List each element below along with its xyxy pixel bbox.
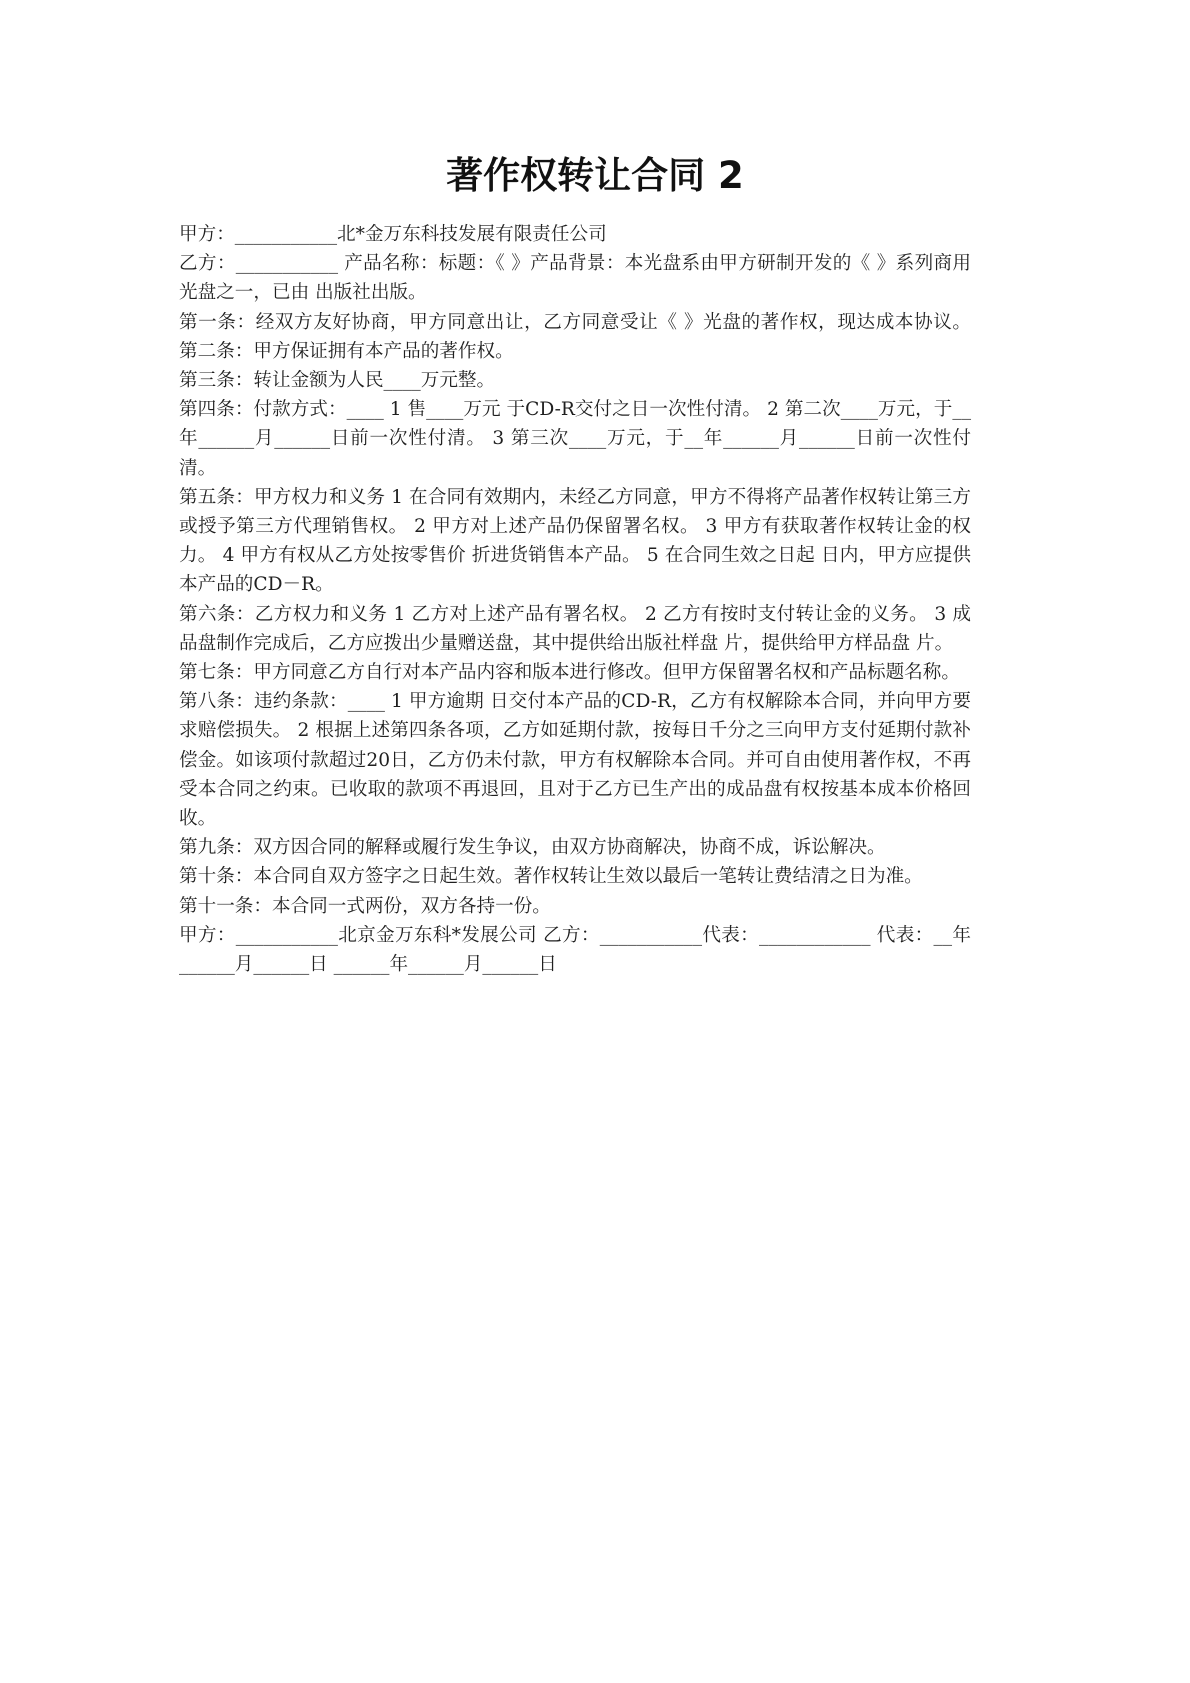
document-title: 著作权转让合同 2 [446, 154, 744, 197]
article-8: 第八条：违约条款：____ 1 甲方逾期 日交付本产品的CD-R，乙方有权解除本合同，并向甲方要求赔偿损失。 2 根据上述第四条各项，乙方如延期付款，按每日千分之三向甲方支付延期付款补偿金。如该项付款超过20日，乙方仍未付款，甲方有权解除本合同。并可自由使用著作权，不再受本合同之约束。已收取的款项不再退回，且对于乙方已生产出的成品盘有权按基本成本价格回收。 [179, 691, 971, 830]
article-4: 第四条：付款方式：____ 1 售____万元 于CD-R交付之日一次性付清。 2 第二次____万元，于__年______月______日前一次性付清。 3 第三次____万元，于__年______月______日前一次性付清。 [179, 399, 971, 479]
article-11: 第十一条：本合同一式两份，双方各持一份。 [179, 895, 551, 917]
signature-block: 甲方：___________北京金万东科*发展公司 乙方：___________代表：____________ 代表：__年______月______日 ______年______月______日 [179, 924, 971, 976]
article-10: 第十条：本合同自双方签字之日起生效。著作权转让生效以最后一笔转让费结清之日为准。 [179, 866, 923, 888]
party-a-line: 甲方：___________北*金万东科技发展有限责任公司 [179, 224, 607, 245]
article-6: 第六条：乙方权力和义务 1 乙方对上述产品有署名权。 2 乙方有按时支付转让金的义务。 3 成品盘制作完成后，乙方应拨出少量赠送盘，其中提供给出版社样盘 片，提供给甲方样品盘 片。 [179, 603, 971, 654]
document-body [179, 220, 977, 979]
article-1-2: 第一条：经双方友好协商，甲方同意出让，乙方同意受让《 》光盘的著作权，现达成本协议。 第二条：甲方保证拥有本产品的著作权。 [179, 311, 977, 362]
article-9: 第九条：双方因合同的解释或履行发生争议，由双方协商解决，协商不成，诉讼解决。 [179, 837, 886, 859]
article-7: 第七条：甲方同意乙方自行对本产品内容和版本进行修改。但甲方保留署名权和产品标题名称。 [179, 662, 960, 684]
party-b-product-line: 乙方：___________ 产品名称：标题：《 》产品背景：本光盘系由甲方研制开发的《 》系列商用光盘之一，已由 出版社出版。 [179, 253, 971, 304]
article-5: 第五条：甲方权力和义务 1 在合同有效期内，未经乙方同意，甲方不得将产品著作权转让第三方或授予第三方代理销售权。 2 甲方对上述产品仍保留署名权。 3 甲方有获取著作权转让金的权力。 4 甲方有权从乙方处按零售价 折进货销售本产品。 5 在合同生效之日起 日内，甲方应提供本产品的CD－R。 [179, 486, 971, 596]
article-3: 第三条：转让金额为人民____万元整。 [179, 370, 496, 392]
